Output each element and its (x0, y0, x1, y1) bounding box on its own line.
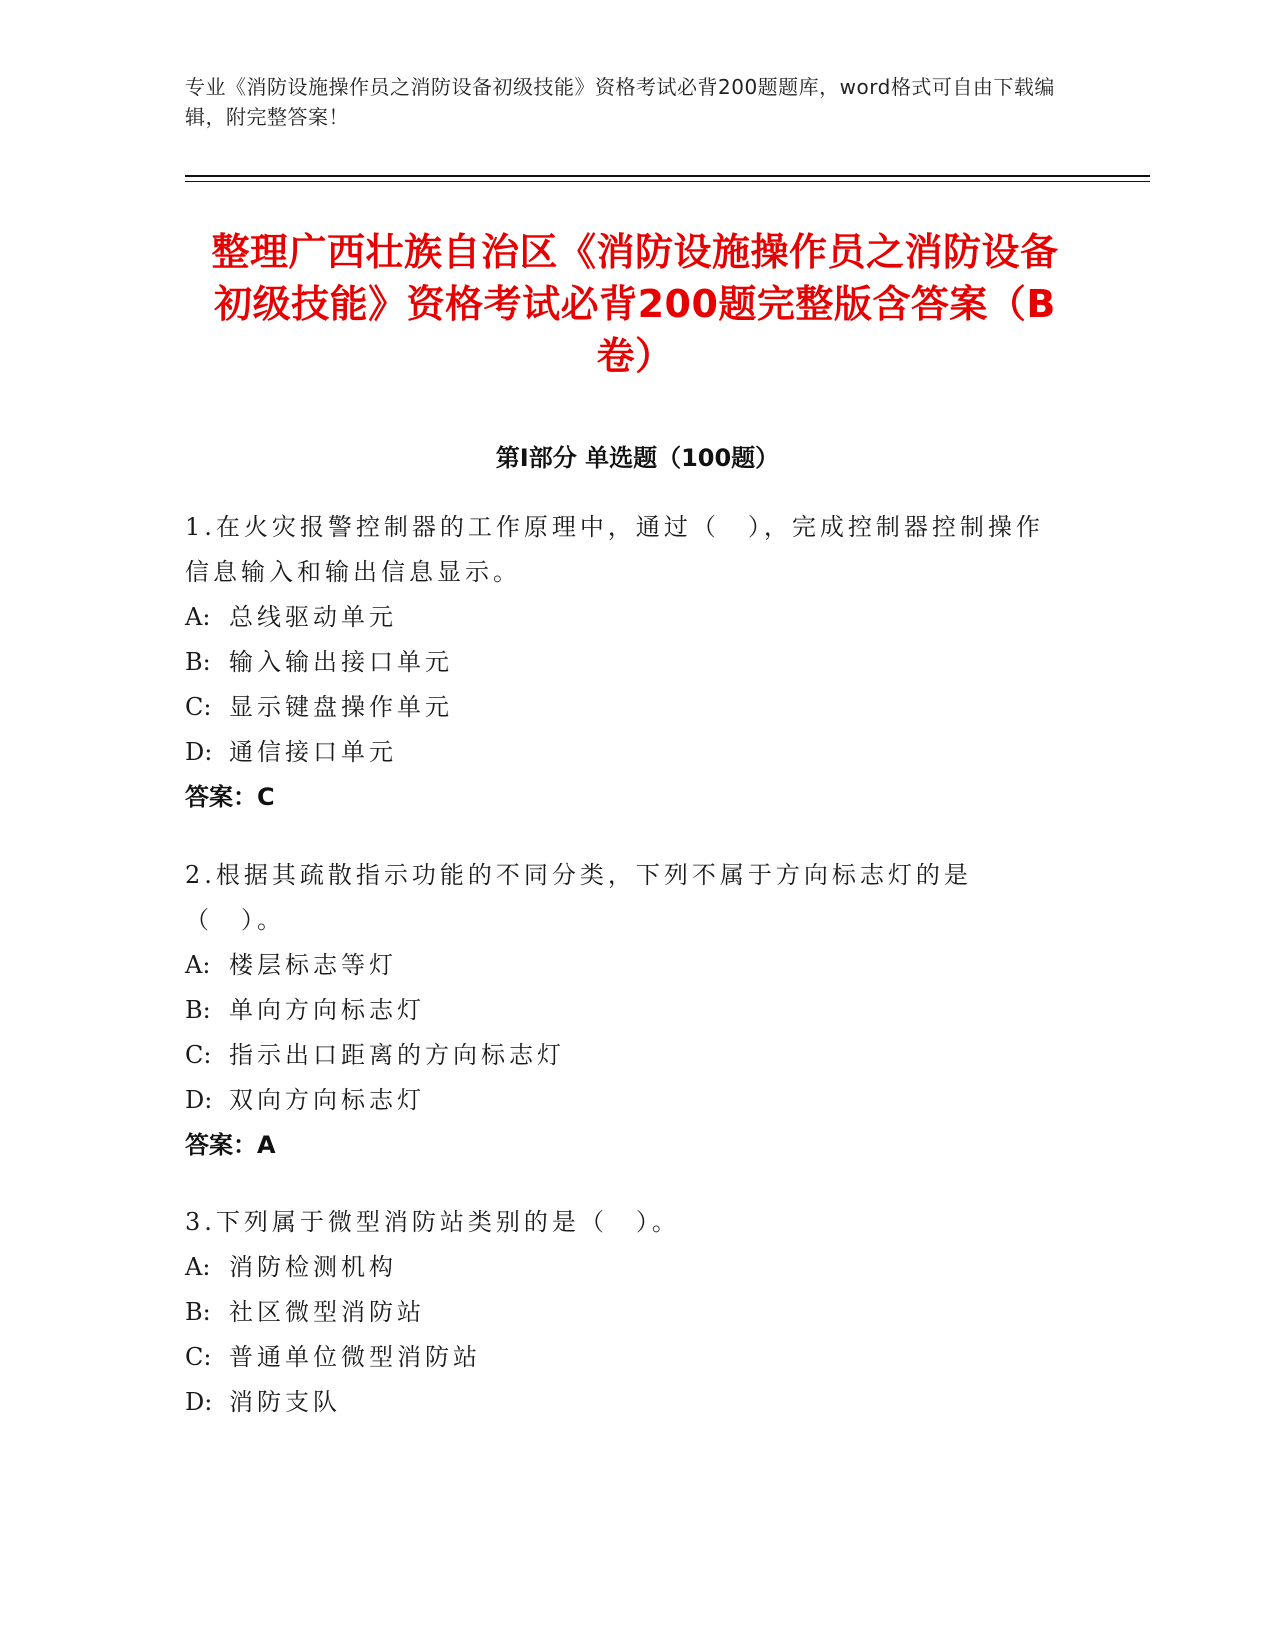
header-divider-thin (185, 181, 1150, 182)
option-key: B: (185, 648, 211, 676)
option-key: C: (185, 1343, 212, 1371)
option-text: 消防检测机构 (229, 1253, 397, 1281)
option-b (185, 988, 1065, 1033)
option-c (185, 1033, 1065, 1078)
question-2 (185, 853, 1065, 1168)
option-key: B: (185, 1298, 211, 1326)
option-a (185, 1245, 1065, 1290)
option-key: A: (185, 1253, 211, 1281)
question-stem: 2.根据其疏散指示功能的不同分类，下列不属于方向标志灯的是（ ）。 (185, 861, 972, 934)
option-a (185, 595, 1065, 640)
option-text: 显示键盘操作单元 (229, 693, 453, 721)
option-text: 通信接口单元 (229, 738, 397, 766)
option-key: C: (185, 1041, 212, 1069)
option-c (185, 1335, 1065, 1380)
option-d (185, 730, 1065, 775)
option-key: A: (185, 603, 211, 631)
question-3 (185, 1200, 1065, 1425)
answer-line: 答案：C (185, 783, 275, 811)
document-title: 整理广西壮族自治区《消防设施操作员之消防设备初级技能》资格考试必背200题完整版含答案（B卷） (211, 230, 1059, 378)
option-b (185, 640, 1065, 685)
option-key: D: (185, 1388, 213, 1416)
option-text: 双向方向标志灯 (229, 1086, 425, 1114)
option-text: 社区微型消防站 (229, 1298, 425, 1326)
option-text: 消防支队 (229, 1388, 341, 1416)
option-text: 普通单位微型消防站 (229, 1343, 481, 1371)
section-heading: 第I部分 单选题（100题） (495, 444, 780, 472)
option-text: 总线驱动单元 (229, 603, 397, 631)
option-key: B: (185, 996, 211, 1024)
option-text: 单向方向标志灯 (229, 996, 425, 1024)
option-d (185, 1380, 1065, 1425)
option-b (185, 1290, 1065, 1335)
answer-line: 答案：A (185, 1131, 276, 1159)
option-text: 指示出口距离的方向标志灯 (229, 1041, 565, 1069)
header-note: 专业《消防设施操作员之消防设备初级技能》资格考试必背200题题库，word格式可自由下载编辑，附完整答案！ (185, 75, 1055, 129)
question-1 (185, 505, 1065, 820)
option-text: 楼层标志等灯 (229, 951, 397, 979)
question-stem: 3.下列属于微型消防站类别的是（ ）。 (185, 1208, 680, 1236)
option-a (185, 943, 1065, 988)
option-key: A: (185, 951, 211, 979)
option-key: D: (185, 738, 213, 766)
question-stem: 1.在火灾报警控制器的工作原理中，通过（ ），完成控制器控制操作信息输入和输出信息显示。 (185, 513, 1044, 586)
option-c (185, 685, 1065, 730)
option-text: 输入输出接口单元 (229, 648, 453, 676)
option-key: C: (185, 693, 212, 721)
option-d (185, 1078, 1065, 1123)
header-divider-thick (185, 175, 1150, 177)
option-key: D: (185, 1086, 213, 1114)
